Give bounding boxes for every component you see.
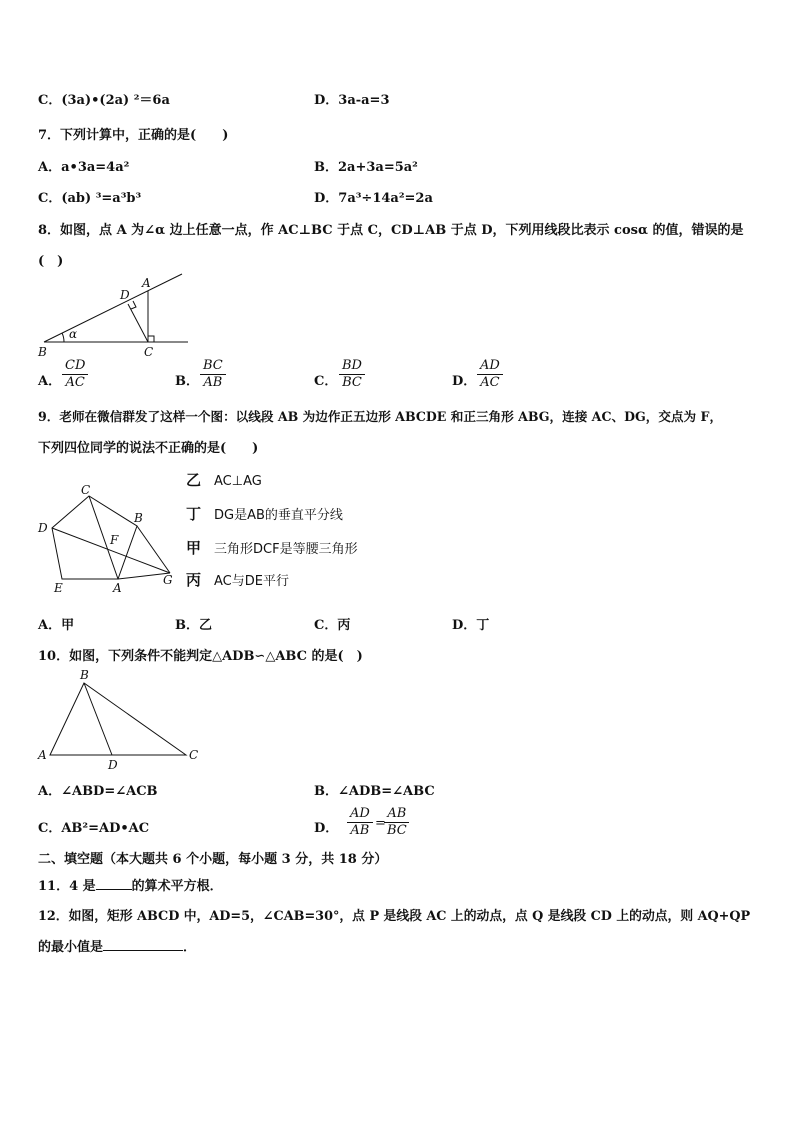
fraction-denominator: AB [203,375,223,390]
q8-option-d-fraction [477,358,503,391]
section-2-title: 二、填空题（本大题共 6 个小题，每小题 3 分，共 18 分） [38,852,388,867]
q9-option-a: A．甲 [38,618,75,633]
q11-text-before: 11．4 是 [38,879,96,894]
fraction-denominator: BC [387,823,407,838]
q8-option-a-letter: A． [38,374,62,389]
q9-label-e: E [54,581,63,595]
q10-label-c: C [189,748,199,762]
q9-label-b: B [134,511,143,525]
statement-text: AC与DE平行 [214,574,289,589]
q9-statement-jia [186,537,358,558]
q9-label-g: G [163,573,173,587]
q8-label-c: C [144,345,154,359]
q12-line2 [38,936,196,955]
fraction-numerator: AB [384,806,409,823]
fraction-denominator: AB [350,823,370,838]
fraction-numerator: CD [62,358,88,375]
q10-label-a: A [38,748,47,762]
q7-option-d: D．7a³÷14a²=2a [314,191,433,206]
q10-option-d-fraction-left [347,806,373,839]
q10-option-b: B．∠ADB=∠ABC [314,784,435,799]
statement-key: 丁 [186,505,202,523]
q12-line1: 12．如图，矩形 ABCD 中，AD=5，∠CAB=30°，点 P 是线段 AC 上的动点，点 Q 是线段 CD 上的动点，则 AQ+QP [38,909,751,924]
q8-label-alpha: α [69,327,78,341]
q10-figure [34,665,204,773]
q9-label-f: F [110,533,119,547]
q11-text-after: 的算术平方根． [131,879,223,894]
q9-statement-ding [186,503,343,524]
q8-option-b-fraction [200,358,226,391]
q12-text-before: 的最小值是 [38,940,104,955]
q10-option-d-letter: D． [314,821,339,836]
q9-label-a: A [113,581,122,595]
q8-figure [36,270,196,362]
q8-option-d-letter: D． [452,374,477,389]
statement-key: 乙 [186,471,202,489]
q6-option-d: D．3a-a=3 [314,93,390,108]
q10-option-d-fraction-right [384,806,410,839]
q6-option-c: C．(3a)•(2a) ²＝6a [38,93,170,108]
q10-option-c: C．AB²=AD•AC [38,821,150,836]
q10-option-d-equals: = [375,816,386,831]
q10-option-a: A．∠ABD=∠ACB [38,784,158,799]
q9-option-b: B．乙 [175,618,212,633]
q7-stem: 7．下列计算中，正确的是( ) [38,128,229,143]
q10-label-d: D [108,758,118,772]
fraction-numerator: BD [339,358,365,375]
q11-answer-blank[interactable] [96,889,132,890]
q9-stem-line1: 9．老师在微信群发了这样一个图：以线段 AB 为边作正五边形 ABCDE 和正三角形 ABG，连接 AC、DG，交点为 F， [38,409,723,424]
statement-text: DG是AB的垂直平分线 [214,508,343,523]
q7-option-c: C．(ab) ³=a³b³ [38,191,142,206]
statement-text: 三角形DCF是等腰三角形 [214,542,358,557]
statement-key: 丙 [186,571,202,589]
statement-text: AC⊥AG [214,474,262,489]
q10-label-b: B [80,668,89,682]
q7-option-a: A．a•3a=4a² [38,160,130,175]
q8-stem-line1: 8．如图，点 A 为∠α 边上任意一点，作 AC⊥BC 于点 C，CD⊥AB 于点 D，下列用线段比表示 cosα 的值，错误的是 [38,223,744,238]
statement-key: 甲 [186,539,202,557]
q9-label-c: C [81,483,91,497]
q8-option-a-fraction [62,358,88,391]
q10-stem: 10．如图，下列条件不能判定△ADB∽△ABC 的是( ) [38,649,363,664]
fraction-denominator: BC [342,375,362,390]
q7-option-b: B．2a+3a=5a² [314,160,418,175]
q12-text-after: ． [183,940,197,955]
q8-label-a: A [142,276,151,290]
q8-option-b-letter: B． [175,374,199,389]
q8-option-c-letter: C． [314,374,338,389]
q9-figure [34,482,184,598]
q9-option-c: C．丙 [314,618,351,633]
q9-option-d: D．丁 [452,618,490,633]
q12-answer-blank[interactable] [103,950,183,951]
q9-statement-yi [186,469,262,490]
q8-label-b: B [38,345,47,359]
q11-text [38,875,223,894]
fraction-numerator: AD [477,358,503,375]
q9-statement-bing [186,569,289,590]
q8-option-c-fraction [339,358,365,391]
fraction-numerator: BC [200,358,226,375]
fraction-denominator: AC [480,375,500,390]
q9-label-d: D [38,521,48,535]
fraction-denominator: AC [65,375,85,390]
q9-stem-line2: 下列四位同学的说法不正确的是( ) [38,441,259,456]
fraction-numerator: AD [347,806,373,823]
q8-stem-line2: ( ) [38,254,64,269]
q8-label-d: D [120,288,130,302]
